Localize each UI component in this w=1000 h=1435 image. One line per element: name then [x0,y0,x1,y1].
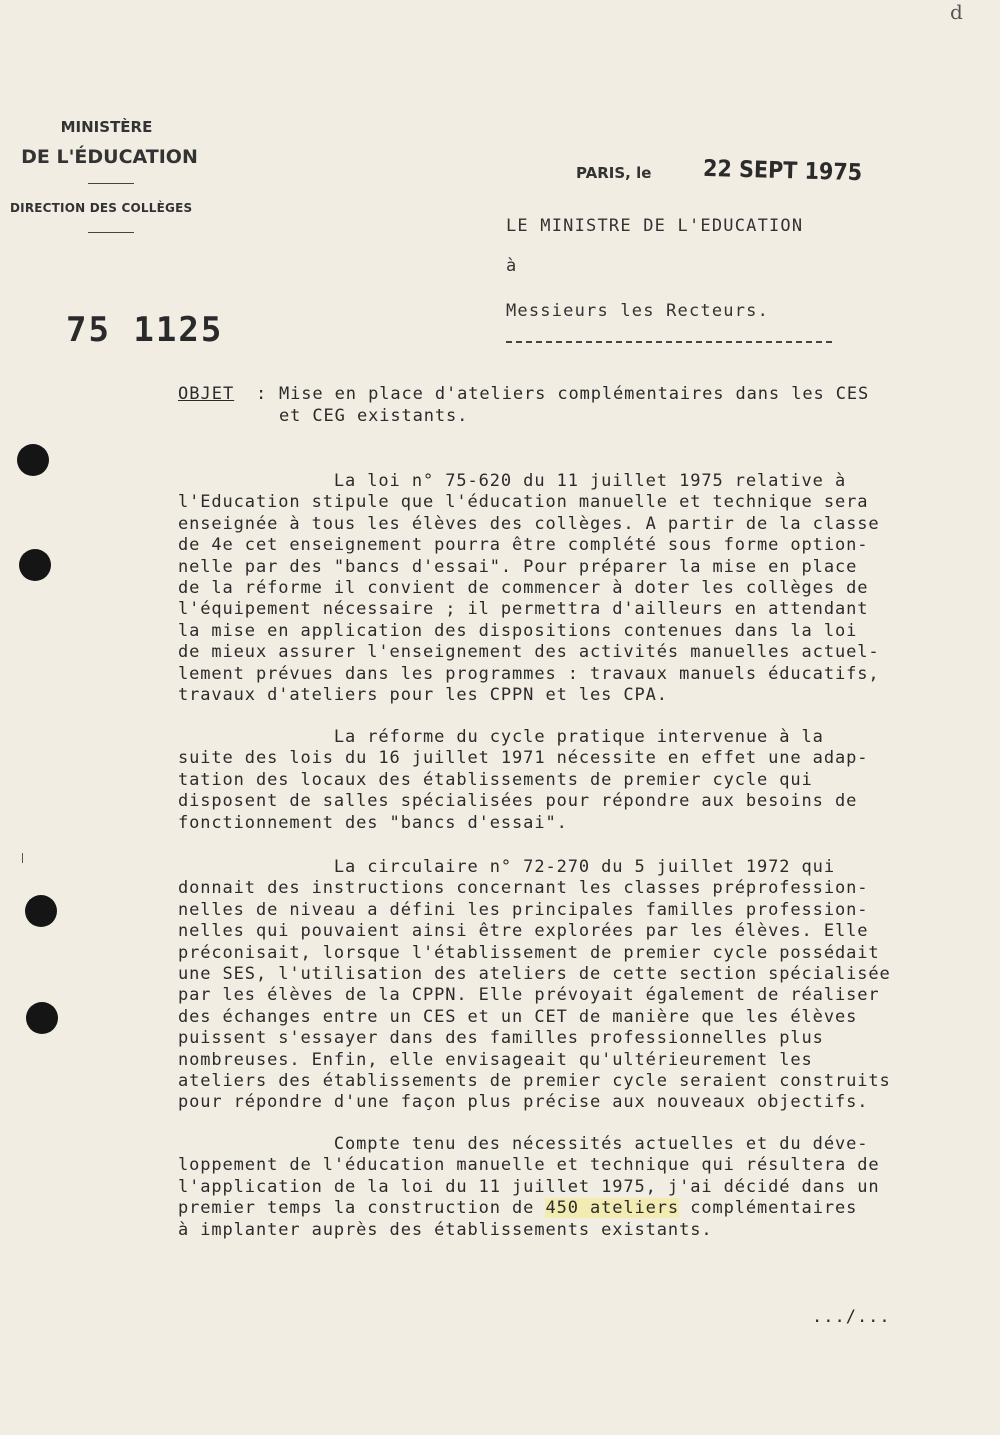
highlighted-text: 450 ateliers [545,1198,680,1219]
object-text [279,384,969,427]
paragraph-line: donnait des instructions concernant les classes préprofession- [178,878,869,899]
paragraph-line: de mieux assurer l'enseignement des activités manuelles actuel- [178,642,880,663]
punch-hole [17,444,49,476]
punch-hole [19,549,51,581]
paragraph-line: ateliers des établissements de premier cycle seraient construits [178,1071,891,1092]
body-paragraph-1 [178,471,988,706]
paragraph-line: l'équipement nécessaire ; il permettra d'ailleurs en attendant [178,599,869,620]
paragraph-line: l'Education stipule que l'éducation manuelle et technique sera [178,492,869,513]
paragraph-line: une SES, l'utilisation des ateliers de cette section spécialisée [178,964,891,985]
paragraph-line: nombreuses. Enfin, elle envisageait qu'ultérieurement les [178,1049,813,1070]
ministry-name-line2: DE L'ÉDUCATION [21,146,198,168]
paragraph-line: des échanges entre un CES et un CET de manière que les élèves [178,1006,858,1027]
paragraph-line: fonctionnement des "bancs d'essai". [178,812,568,833]
date-stamp: 22 SEPT 1975 [702,155,863,187]
paragraph-line: à implanter auprès des établissements existants. [178,1219,713,1240]
direction-label: DIRECTION DES COLLÈGES [10,201,193,215]
paragraph-lines [178,1134,988,1198]
paragraph-line: disposent de salles spécialisées pour répondre aux besoins de [178,791,858,812]
paragraph-line: tation des locaux des établissements de premier cycle qui [178,769,813,790]
paragraph-line: La circulaire n° 72-270 du 5 juillet 1972 qui [178,857,835,877]
paragraph-line: nelle par des "bancs d'essai". Pour préparer la mise en place [178,556,858,577]
paragraph-line: par les élèves de la CPPN. Elle prévoyait également de réaliser [178,985,880,1006]
punch-hole [26,1002,58,1034]
paragraph-line: Compte tenu des nécessités actuelles et du déve- [178,1134,869,1154]
paragraph-line: suite des lois du 16 juillet 1971 nécessite en effet une adap- [178,748,869,769]
ministry-name-line1: MINISTÈRE [60,118,153,136]
paragraph-line: de la réforme il convient de commencer à doter les collèges de [178,578,869,599]
punch-hole [25,895,57,927]
paragraph-line: puissent s'essayer dans des familles professionnelles plus [178,1028,824,1049]
paragraph-line: lement prévues dans les programmes : travaux manuels éducatifs, [178,663,880,684]
to-word: à [506,256,518,276]
paragraph-line: enseignée à tous les élèves des collèges. A partir de la classe [178,513,880,534]
place-label: PARIS, le [576,164,652,182]
paragraph-line: l'application de la loi du 11 juillet 1975, j'ai décidé dans un [178,1176,880,1197]
paragraph-line [178,1198,988,1219]
paragraph-line: travaux d'ateliers pour les CPPN et les CPA. [178,685,668,706]
recipient-dashed-rule [506,341,832,343]
paragraph-line: pour répondre d'une façon plus précise aux nouveaux objectifs. [178,1092,869,1113]
paragraph-line: préconisait, lorsque l'établissement de premier cycle possédait [178,942,880,963]
corner-mark: d [950,0,963,24]
paragraph-line: La réforme du cycle pratique intervenue à la [178,727,824,747]
object-line: et CEG existants. [279,405,469,426]
object-label: OBJET [178,384,235,404]
letterhead-rule-bottom [88,232,134,233]
letterhead-rule-top [88,183,134,184]
paragraph-line: la mise en application des dispositions contenues dans la loi [178,620,858,641]
object-separator: : [256,384,267,404]
paragraph-line: nelles de niveau a défini les principales familles profession- [178,899,869,920]
body-paragraph-4 [178,1134,988,1241]
body-paragraph-3 [178,857,988,1114]
line-text: premier temps la construction de [178,1198,546,1219]
reference-number: 75 1125 [66,310,224,350]
sender-line: LE MINISTRE DE L'EDUCATION [506,216,804,236]
recipient-line: Messieurs les Recteurs. [506,301,770,321]
object-line: Mise en place d'ateliers complémentaires dans les CES [279,384,870,404]
paragraph-line: nelles qui pouvaient ainsi être explorées par les élèves. Elle [178,921,869,942]
paragraph-line: La loi n° 75-620 du 11 juillet 1975 relative à [178,471,847,491]
paragraph-line: loppement de l'éducation manuelle et technique qui résultera de [178,1155,880,1176]
body-paragraph-2 [178,727,988,834]
margin-tick [22,853,23,863]
paragraph-line: de 4e cet enseignement pourra être complété sous forme option- [178,535,869,556]
continuation-mark: .../... [812,1307,891,1327]
line-text: complémentaires [679,1198,858,1219]
